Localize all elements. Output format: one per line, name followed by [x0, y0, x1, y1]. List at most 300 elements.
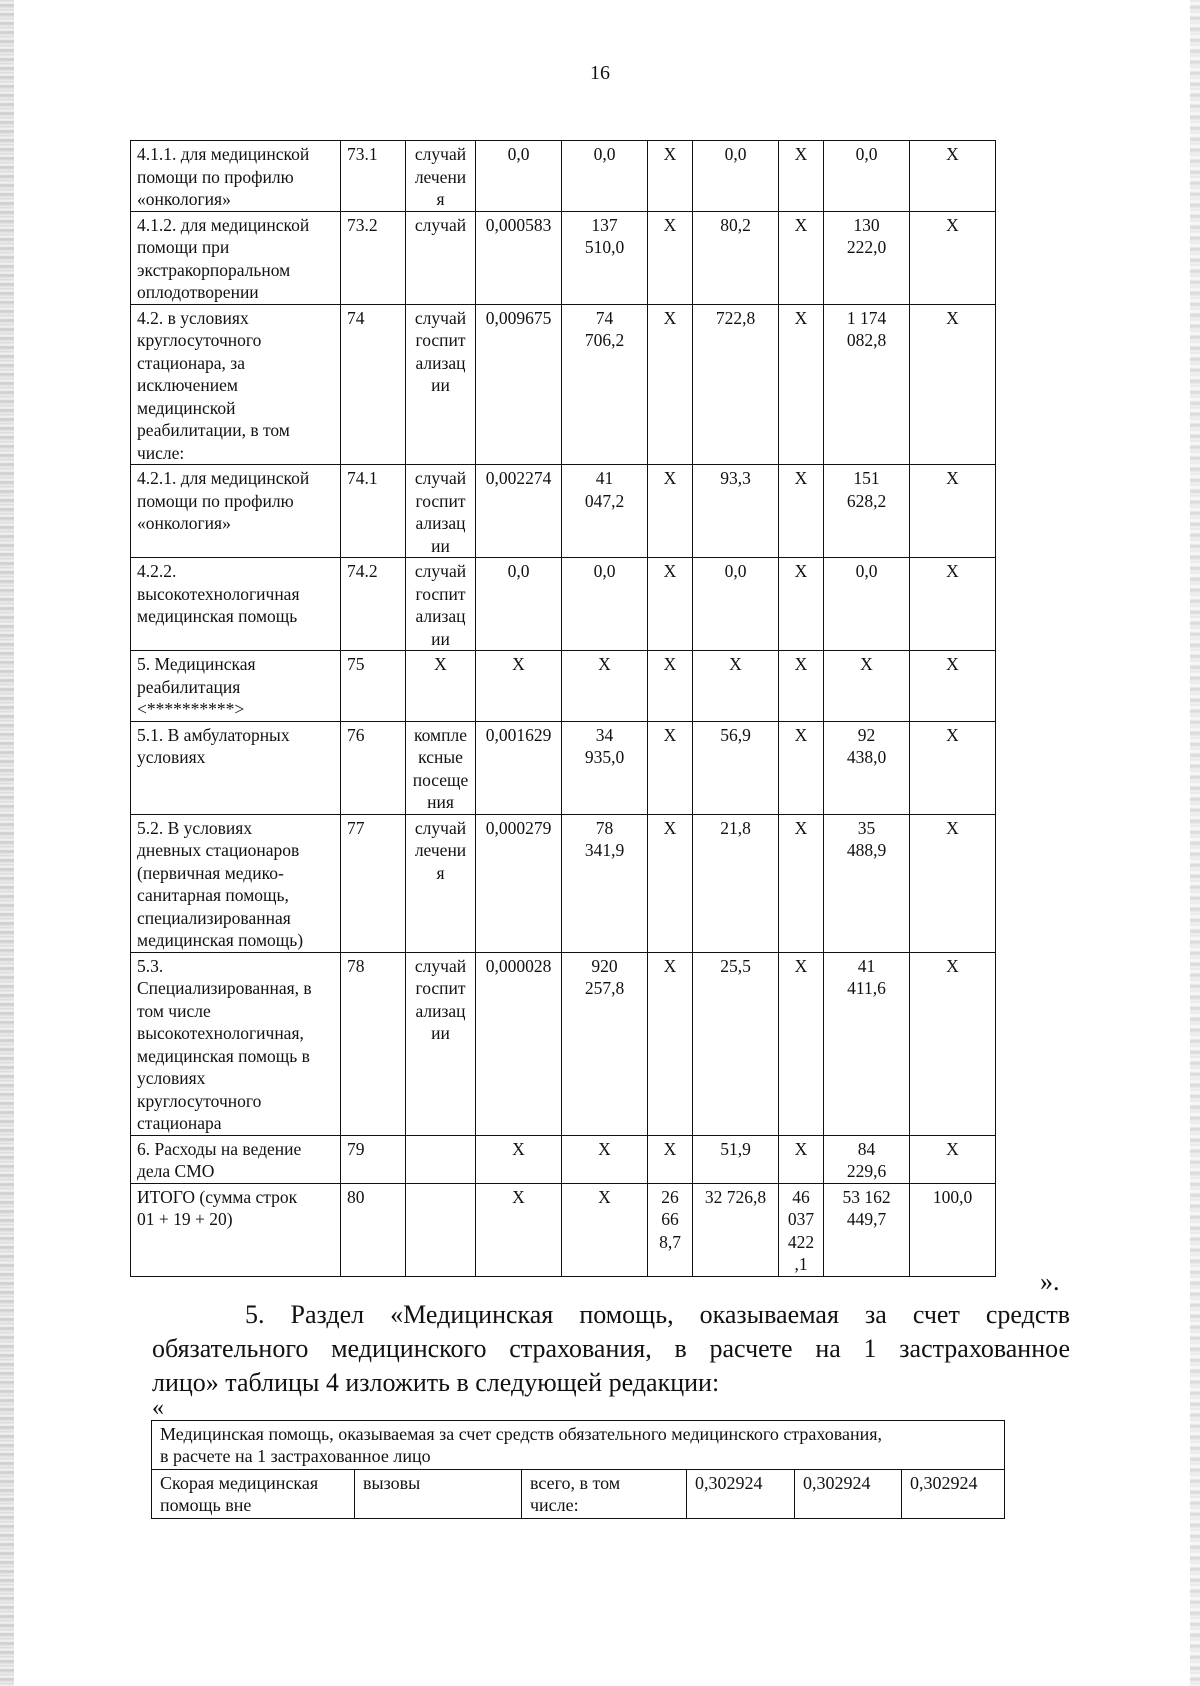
- cell-c6: [648, 721, 693, 814]
- cell-line: X: [663, 144, 677, 164]
- cell-line: X: [729, 654, 742, 674]
- cell-c5: [562, 952, 648, 1135]
- table-row: [131, 558, 996, 651]
- cell-c6: [648, 1183, 693, 1276]
- cell-line: 84: [857, 1138, 876, 1159]
- cell-c10: [910, 465, 996, 558]
- label-line: <**********>: [137, 699, 245, 719]
- cell-line: 0,0: [593, 144, 616, 164]
- cell-unit: [406, 952, 476, 1135]
- cell-line: ии: [431, 535, 450, 556]
- cell-line: X: [794, 1138, 808, 1159]
- cell-line: X: [434, 654, 447, 674]
- label-line: Специализированная, в: [137, 978, 312, 998]
- cell-c7: [693, 304, 779, 465]
- row-code: 73.1: [341, 141, 406, 212]
- label-line: высокотехнологичная,: [137, 1023, 304, 1043]
- cell-line: 935,0: [584, 747, 625, 767]
- cell-line: 151: [853, 468, 880, 488]
- cell-line: ии: [431, 628, 450, 649]
- row-code: 73.2: [341, 211, 406, 304]
- cell-c6: [648, 952, 693, 1135]
- row-label: [152, 1470, 355, 1519]
- cell-line: 80,2: [720, 214, 751, 235]
- label-line: медицинская помощь: [137, 606, 298, 626]
- header-line: в расчете на 1 застрахованное лицо: [160, 1446, 431, 1466]
- cell-line: 082,8: [846, 330, 887, 350]
- table-row: [131, 721, 996, 814]
- cell-c7: [693, 952, 779, 1135]
- row-value-3: 0,302924: [902, 1470, 1005, 1519]
- cell-line: X: [794, 561, 808, 581]
- table-row: [131, 211, 996, 304]
- cell-line: 26: [661, 1186, 679, 1207]
- cell-line: 628,2: [846, 490, 887, 511]
- cell-c9: [824, 721, 910, 814]
- cell-line: X: [512, 1186, 525, 1207]
- cell-c4: [476, 211, 562, 304]
- label-line: Скорая медицинская: [160, 1473, 319, 1493]
- row-code: 74.2: [341, 558, 406, 651]
- cell-line: X: [794, 468, 808, 488]
- cell-c7: [693, 1135, 779, 1183]
- label-line: медицинская помощь): [137, 930, 304, 950]
- label-line: круглосуточного: [137, 330, 262, 350]
- row-code: 77: [341, 814, 406, 952]
- cell-c4: [476, 814, 562, 952]
- cell-line: X: [946, 1138, 959, 1159]
- cell-c5: [562, 721, 648, 814]
- cell-line: 411,6: [847, 978, 886, 998]
- label-line: том числе: [137, 1000, 211, 1021]
- cell-line: 66: [661, 1209, 679, 1229]
- label-line: «онкология»: [137, 513, 231, 533]
- cell-c4: [476, 1135, 562, 1183]
- cell-line: 51,9: [720, 1138, 751, 1159]
- cell-line: 0,0: [724, 561, 747, 581]
- label-line: условиях: [137, 1068, 206, 1088]
- cell-line: X: [663, 468, 677, 488]
- cell-line: X: [663, 654, 677, 674]
- cell-c6: [648, 651, 693, 722]
- cell-c6: [648, 465, 693, 558]
- label-line: дневных стационаров: [137, 840, 300, 860]
- cell-line: 706,2: [584, 330, 625, 350]
- cell-line: 229,6: [846, 1161, 887, 1181]
- cell-line: 0,0: [507, 561, 530, 581]
- cell-c8: [779, 141, 824, 212]
- cell-line: я: [436, 189, 445, 209]
- cell-line: 222,0: [846, 237, 887, 257]
- row-label: [131, 651, 341, 722]
- cell-line: X: [946, 144, 959, 164]
- cell-c9: [824, 558, 910, 651]
- row-label: [131, 558, 341, 651]
- cell-line: X: [946, 214, 959, 235]
- cell-c10: [910, 211, 996, 304]
- cell-line: X: [598, 1138, 611, 1159]
- row-label: [131, 1135, 341, 1183]
- cell-line: ния: [427, 792, 454, 812]
- cell-c5: [562, 304, 648, 465]
- label-line: ИТОГО (сумма строк: [137, 1186, 298, 1207]
- cell-line: 0,002274: [485, 468, 552, 488]
- cell-line: 0,000279: [485, 817, 552, 838]
- cell-line: ализац: [415, 513, 466, 533]
- cell-line: 100,0: [932, 1186, 973, 1207]
- label-line: стационара: [137, 1113, 222, 1133]
- label-line: экстракорпоральном: [137, 259, 291, 280]
- cell-line: X: [860, 654, 873, 674]
- cell-c9: [824, 651, 910, 722]
- cell-line: 722,8: [715, 307, 756, 328]
- label-line: 01 + 19 + 20): [137, 1209, 233, 1229]
- row-unit: вызовы: [355, 1470, 522, 1519]
- cell-c8: [779, 814, 824, 952]
- closing-quote: ».: [1040, 1267, 1060, 1296]
- label-line: круглосуточного: [137, 1090, 262, 1111]
- cell-line: 920: [591, 955, 618, 976]
- cell-c4: [476, 465, 562, 558]
- cell-line: случай: [414, 561, 467, 581]
- row-label: [131, 1183, 341, 1276]
- cell-c9: [824, 141, 910, 212]
- cell-c6: [648, 211, 693, 304]
- cell-line: я: [436, 862, 445, 883]
- cell-unit: [406, 141, 476, 212]
- cell-line: случай: [414, 468, 467, 488]
- label-line: дела СМО: [137, 1161, 215, 1181]
- label-line: «онкология»: [137, 189, 231, 209]
- cell-c4: [476, 952, 562, 1135]
- cell-line: 74: [595, 307, 614, 328]
- row-value-2: 0,302924: [795, 1470, 902, 1519]
- cell-c8: [779, 211, 824, 304]
- cell-c10: [910, 558, 996, 651]
- cell-unit: [406, 211, 476, 304]
- cell-line: ,1: [794, 1254, 808, 1274]
- row-label: [131, 952, 341, 1135]
- cell-c8: [779, 651, 824, 722]
- oms-table-row: [152, 1470, 1005, 1519]
- table-row: [131, 1183, 996, 1276]
- row-label: [131, 141, 341, 212]
- cell-line: 0,0: [855, 561, 878, 581]
- cell-c10: [910, 952, 996, 1135]
- cell-c4: [476, 304, 562, 465]
- cell-line: X: [598, 1186, 611, 1207]
- row-code: 74.1: [341, 465, 406, 558]
- scan-edge-right: [1190, 0, 1200, 1686]
- cell-line: X: [512, 1138, 525, 1159]
- cell-line: X: [663, 724, 677, 745]
- label-line: 5. Медицинская: [137, 654, 256, 674]
- table-row: [131, 1135, 996, 1183]
- cell-line: 92: [857, 724, 876, 745]
- label-line: реабилитации, в том: [137, 420, 290, 440]
- cell-line: 78: [595, 817, 614, 838]
- label-line: 4.1.1. для медицинской: [137, 144, 310, 164]
- row-scope: [522, 1470, 687, 1519]
- opening-quote: «: [152, 1395, 164, 1421]
- cell-c4: [476, 1183, 562, 1276]
- cell-c7: [693, 1183, 779, 1276]
- cell-line: 510,0: [584, 237, 625, 257]
- cell-line: 0,000028: [485, 955, 552, 976]
- cell-c5: [562, 814, 648, 952]
- cell-line: 1 174: [846, 307, 887, 328]
- cell-line: случай: [414, 214, 467, 235]
- cell-line: X: [663, 307, 677, 328]
- cell-line: X: [946, 307, 959, 328]
- row-code: 78: [341, 952, 406, 1135]
- cell-c7: [693, 141, 779, 212]
- cell-unit: [406, 1183, 476, 1276]
- cell-c7: [693, 558, 779, 651]
- label-line: медицинская помощь в: [137, 1045, 310, 1066]
- cell-line: 0,0: [507, 144, 530, 164]
- cell-line: 41: [857, 955, 876, 976]
- label-line: 4.1.2. для медицинской: [137, 214, 310, 235]
- cell-c5: [562, 141, 648, 212]
- label-line: стационара, за: [137, 352, 245, 373]
- cell-c5: [562, 465, 648, 558]
- cell-line: X: [663, 817, 677, 838]
- label-line: 4.2.2.: [137, 561, 177, 581]
- cell-c7: [693, 814, 779, 952]
- oms-table: [151, 1420, 1005, 1519]
- cell-line: 0,0: [593, 561, 616, 581]
- row-code: 80: [341, 1183, 406, 1276]
- label-line: оплодотворении: [137, 282, 259, 302]
- row-code: 76: [341, 721, 406, 814]
- cell-c8: [779, 721, 824, 814]
- cell-c6: [648, 141, 693, 212]
- cell-line: X: [946, 654, 959, 674]
- cell-line: 449,7: [846, 1209, 887, 1229]
- cell-c5: [562, 1183, 648, 1276]
- cell-line: 34: [595, 724, 614, 745]
- cell-c5: [562, 211, 648, 304]
- table-row: [131, 814, 996, 952]
- row-code: 74: [341, 304, 406, 465]
- paragraph-line: 5. Раздел «Медицинская помощь, оказываемая за счет средств: [245, 1300, 1070, 1329]
- cell-c6: [648, 558, 693, 651]
- cell-line: 0,009675: [485, 307, 552, 328]
- cell-line: лечени: [414, 840, 467, 860]
- cell-c10: [910, 304, 996, 465]
- cell-unit: [406, 651, 476, 722]
- cell-unit: [406, 1135, 476, 1183]
- cell-line: 0,0: [724, 144, 747, 164]
- cell-line: X: [946, 468, 959, 488]
- cell-line: 32 726,8: [704, 1186, 767, 1207]
- cell-line: X: [946, 955, 959, 976]
- row-label: [131, 814, 341, 952]
- cell-line: 21,8: [720, 817, 751, 838]
- cell-c9: [824, 952, 910, 1135]
- instruction-paragraph: [152, 1298, 1070, 1400]
- scope-line: всего, в том: [530, 1473, 621, 1493]
- cell-line: 488,9: [846, 840, 887, 860]
- cell-line: случай: [414, 307, 467, 328]
- cell-line: 047,2: [584, 490, 625, 511]
- cell-line: ализац: [415, 606, 466, 626]
- tariff-table: [130, 140, 996, 1277]
- cell-unit: [406, 465, 476, 558]
- cell-line: 037: [787, 1209, 815, 1229]
- row-label: [131, 211, 341, 304]
- cell-c7: [693, 721, 779, 814]
- cell-c10: [910, 814, 996, 952]
- cell-line: ии: [431, 375, 450, 395]
- table-row: [131, 141, 996, 212]
- cell-line: 25,5: [720, 955, 751, 976]
- cell-line: X: [512, 654, 525, 674]
- cell-line: случай: [414, 955, 467, 976]
- cell-line: компле: [414, 724, 467, 745]
- row-label: [131, 304, 341, 465]
- cell-line: ии: [431, 1023, 450, 1043]
- cell-c10: [910, 1183, 996, 1276]
- row-code: 79: [341, 1135, 406, 1183]
- cell-c7: [693, 465, 779, 558]
- cell-unit: [406, 814, 476, 952]
- label-line: помощи по профилю: [137, 490, 294, 511]
- label-line: (первичная медико-: [137, 862, 284, 883]
- page-number: 16: [590, 62, 610, 84]
- cell-line: госпит: [415, 583, 466, 604]
- cell-line: госпит: [415, 330, 466, 350]
- table-row: [131, 952, 996, 1135]
- cell-c9: [824, 465, 910, 558]
- cell-line: 137: [591, 214, 618, 235]
- cell-line: 257,8: [584, 978, 625, 998]
- label-line: 4.2. в условиях: [137, 307, 249, 328]
- label-line: помощи по профилю: [137, 166, 294, 187]
- header-line: Медицинская помощь, оказываемая за счет средств обязательного медицинского страхования,: [160, 1424, 883, 1444]
- cell-c10: [910, 141, 996, 212]
- cell-c9: [824, 304, 910, 465]
- cell-c8: [779, 952, 824, 1135]
- cell-c4: [476, 721, 562, 814]
- cell-line: 53 162: [842, 1186, 891, 1207]
- cell-line: ализац: [415, 352, 466, 373]
- cell-c4: [476, 558, 562, 651]
- cell-line: ализац: [415, 1000, 466, 1021]
- cell-c7: [693, 211, 779, 304]
- cell-line: ксные: [418, 747, 463, 767]
- cell-line: лечени: [414, 166, 467, 187]
- cell-line: 41: [595, 468, 614, 488]
- paragraph-line: лицо» таблицы 4 изложить в следующей редакции:: [152, 1368, 720, 1397]
- row-value-1: 0,302924: [687, 1470, 795, 1519]
- cell-c4: [476, 141, 562, 212]
- oms-table-header: [152, 1421, 1005, 1470]
- label-line: 5.2. В условиях: [137, 817, 253, 838]
- cell-line: 0,000583: [485, 214, 552, 235]
- cell-line: X: [794, 144, 808, 164]
- cell-unit: [406, 304, 476, 465]
- cell-line: X: [946, 817, 959, 838]
- cell-c9: [824, 1135, 910, 1183]
- cell-line: 46: [792, 1186, 810, 1207]
- label-line: специализированная: [137, 907, 291, 928]
- cell-c10: [910, 651, 996, 722]
- cell-c8: [779, 1183, 824, 1276]
- cell-line: X: [794, 724, 808, 745]
- label-line: 5.1. В амбулаторных: [137, 724, 290, 745]
- paragraph-line: обязательного медицинского страхования, в расчете на 1 застрахованное: [152, 1334, 1070, 1363]
- cell-c7: [693, 651, 779, 722]
- cell-line: X: [663, 214, 677, 235]
- oms-table-header-row: [152, 1421, 1005, 1470]
- cell-line: 130: [853, 214, 880, 235]
- cell-line: X: [794, 307, 808, 328]
- cell-line: 0,001629: [485, 724, 552, 745]
- cell-line: X: [663, 955, 677, 976]
- cell-line: посеще: [412, 769, 469, 790]
- cell-line: X: [663, 1138, 677, 1159]
- cell-line: 422: [787, 1231, 815, 1252]
- cell-line: X: [794, 654, 808, 674]
- cell-c10: [910, 1135, 996, 1183]
- cell-c5: [562, 651, 648, 722]
- label-line: исключением: [137, 375, 238, 395]
- cell-line: X: [794, 955, 808, 976]
- cell-c5: [562, 1135, 648, 1183]
- table-row: [131, 651, 996, 722]
- cell-c6: [648, 304, 693, 465]
- row-label: [131, 465, 341, 558]
- cell-line: 56,9: [720, 724, 751, 745]
- row-code: 75: [341, 651, 406, 722]
- label-line: высокотехнологичная: [137, 583, 300, 604]
- label-line: 4.2.1. для медицинской: [137, 468, 310, 488]
- label-line: 5.3.: [137, 955, 164, 976]
- label-line: помощи при: [137, 237, 230, 257]
- cell-unit: [406, 558, 476, 651]
- cell-c9: [824, 211, 910, 304]
- cell-line: X: [794, 214, 808, 235]
- scan-edge-left: [0, 0, 14, 1686]
- cell-line: 438,0: [846, 747, 887, 767]
- cell-c6: [648, 1135, 693, 1183]
- cell-line: 341,9: [584, 840, 625, 860]
- cell-c10: [910, 721, 996, 814]
- cell-c8: [779, 304, 824, 465]
- label-line: реабилитация: [137, 676, 241, 697]
- cell-c4: [476, 651, 562, 722]
- cell-c8: [779, 1135, 824, 1183]
- row-label: [131, 721, 341, 814]
- cell-line: 93,3: [720, 468, 751, 488]
- cell-c5: [562, 558, 648, 651]
- label-line: числе:: [137, 442, 185, 463]
- table-row: [131, 304, 996, 465]
- cell-unit: [406, 721, 476, 814]
- cell-line: X: [794, 817, 808, 838]
- scope-line: числе:: [530, 1495, 579, 1515]
- cell-line: случай: [414, 144, 467, 164]
- cell-line: X: [946, 561, 959, 581]
- cell-line: госпит: [415, 490, 466, 511]
- cell-c8: [779, 558, 824, 651]
- cell-c9: [824, 814, 910, 952]
- cell-c9: [824, 1183, 910, 1276]
- cell-line: X: [663, 561, 677, 581]
- label-line: медицинской: [137, 397, 236, 418]
